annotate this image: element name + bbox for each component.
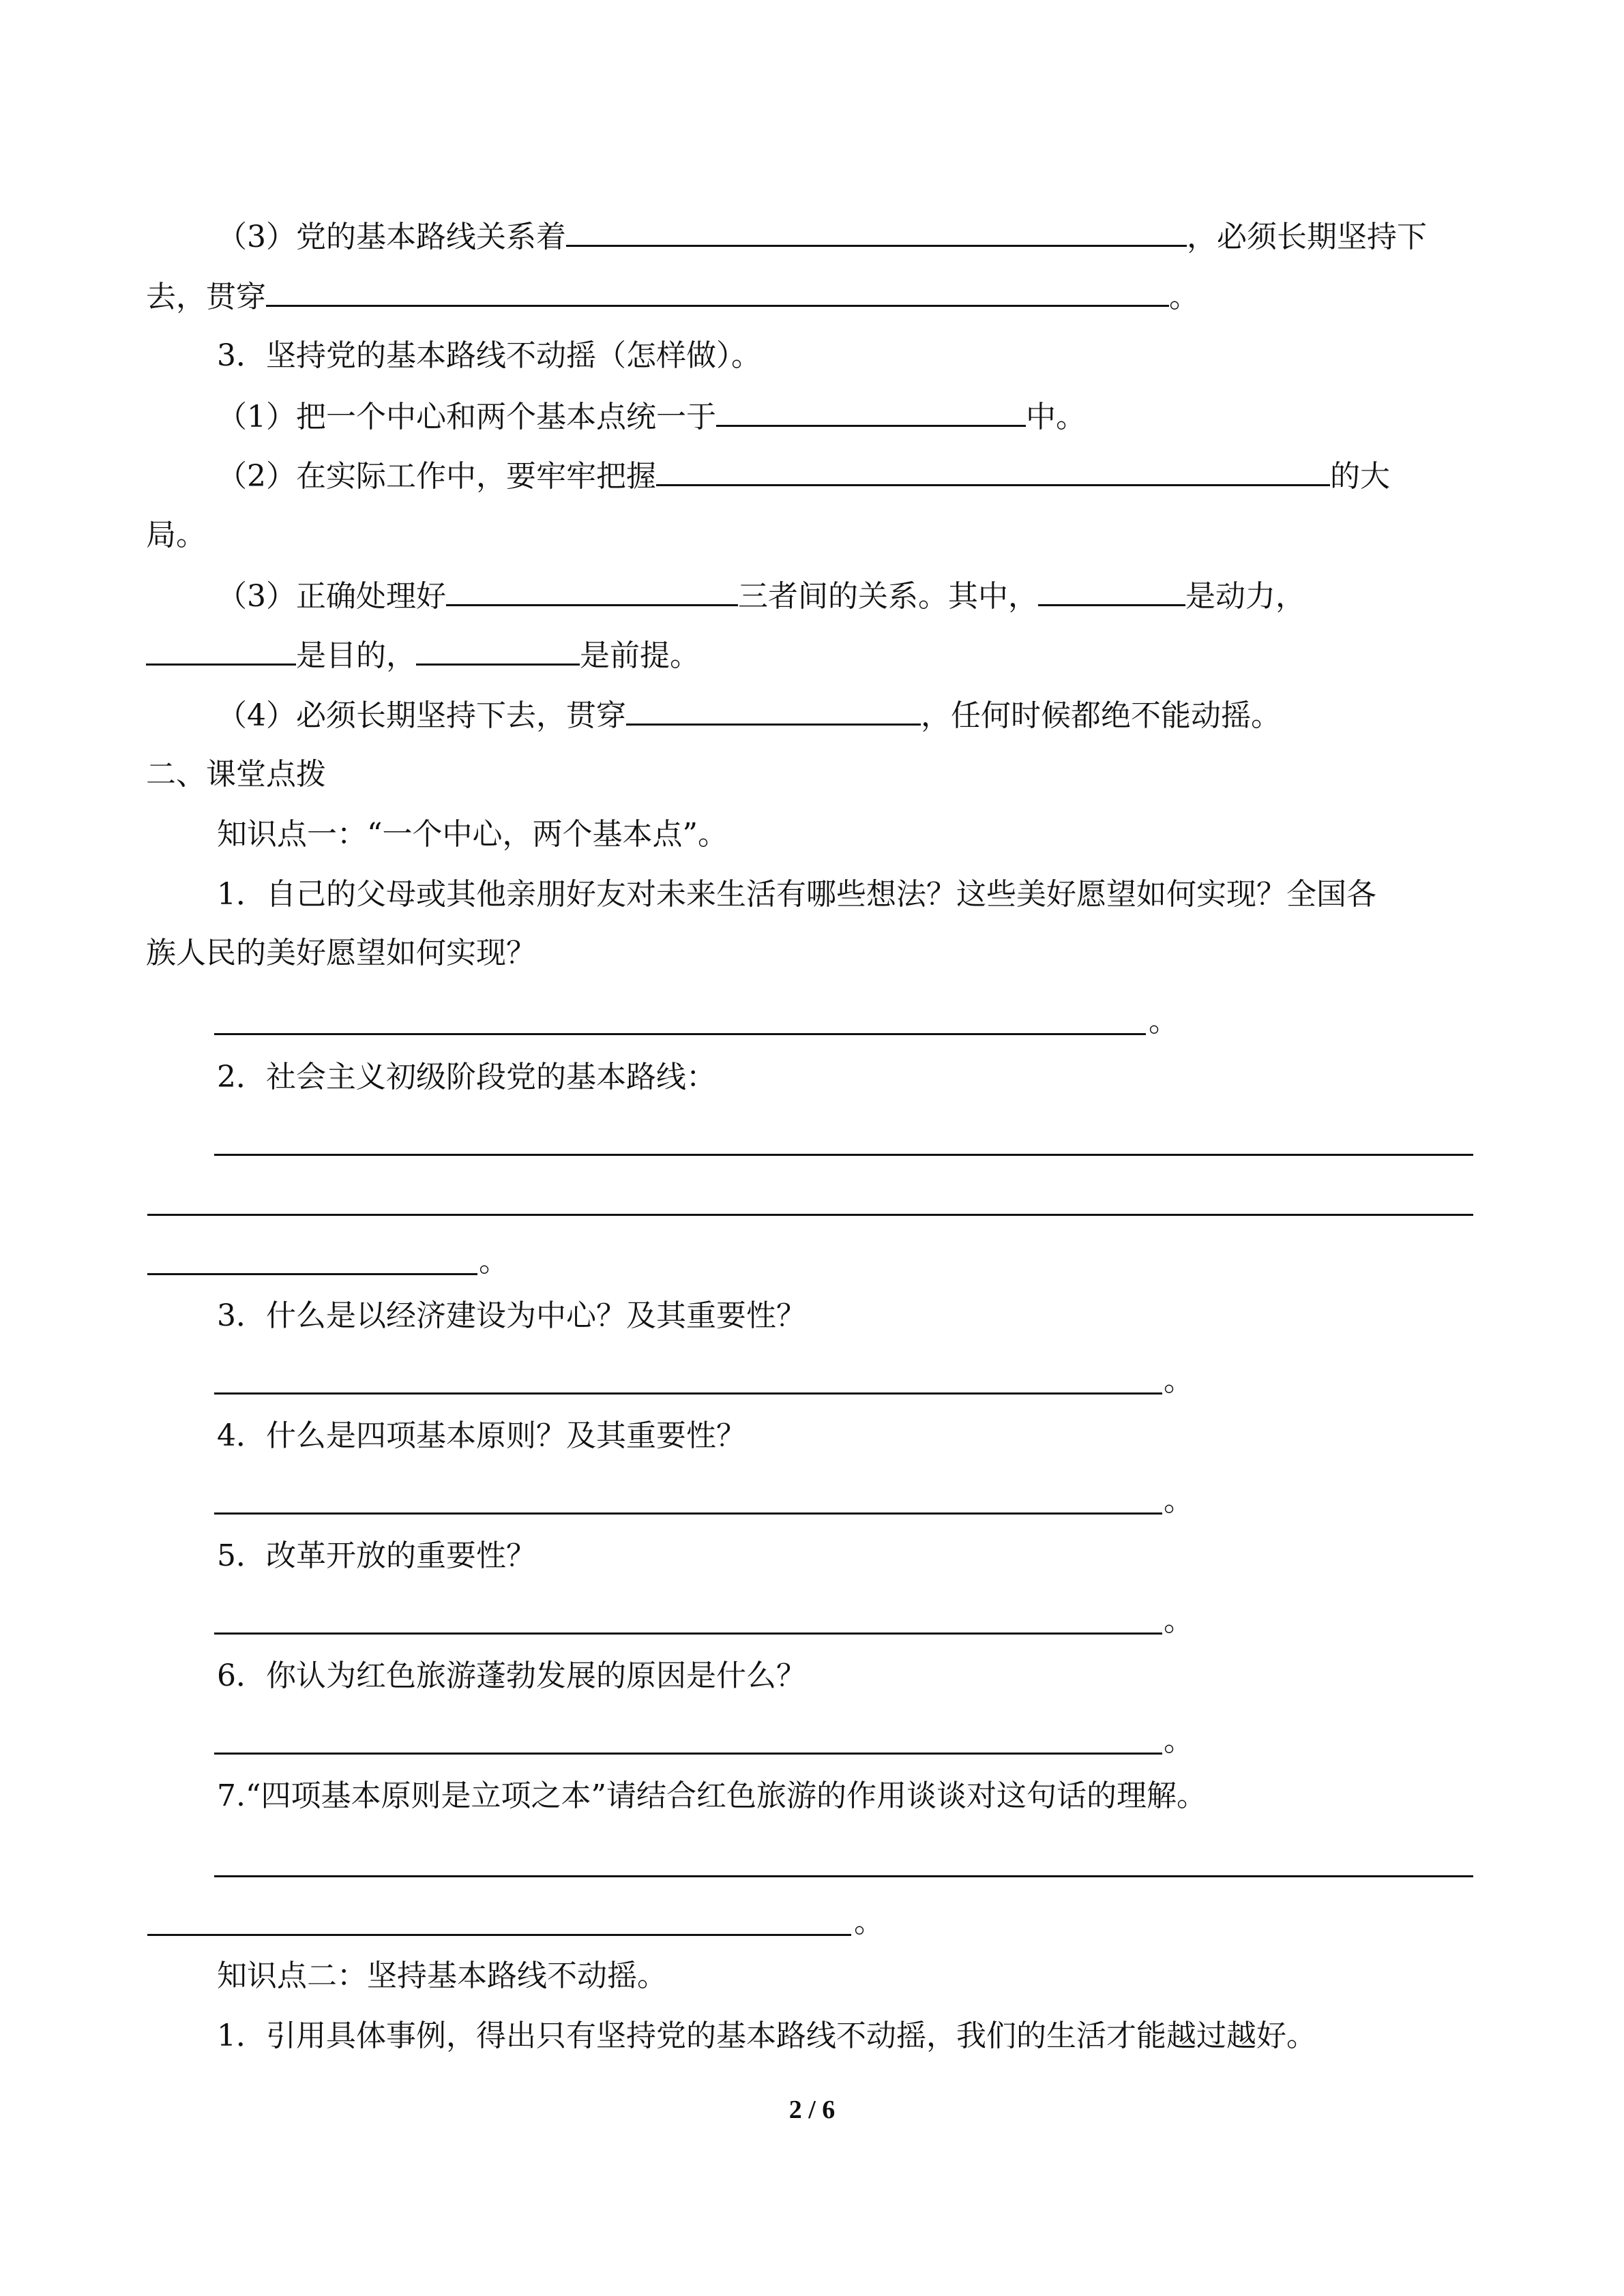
knowledge-point-2-title: 知识点二：坚持基本路线不动摇。 (217, 1958, 667, 1993)
answer-blank[interactable] (446, 568, 738, 606)
answer-line[interactable] (147, 1934, 851, 1936)
fill-line-3-3-cont (146, 627, 700, 682)
answer-blank[interactable] (416, 627, 580, 666)
answer-blank[interactable] (146, 627, 296, 666)
question-5: 5．改革开放的重要性？ (217, 1538, 536, 1573)
period: 。 (854, 1905, 884, 1939)
item-3-4-tail: ，任何时候都绝不能动摇。 (921, 698, 1281, 733)
page-number: 2 / 6 (788, 2096, 836, 2124)
answer-line[interactable] (147, 1214, 1473, 1216)
section-heading: 二、课堂点拨 (146, 757, 326, 792)
item-3-4-text: （4）必须长期坚持下去，贯穿 (217, 698, 626, 733)
question-3: 3．什么是以经济建设为中心？及其重要性？ (217, 1298, 806, 1333)
fill-line-q3-cont (146, 269, 1199, 323)
item-3-3-line2-a: 是目的， (296, 638, 416, 673)
item-3-3-line2-b: 是前提。 (580, 638, 700, 673)
item-3-3-mid2: 是动力， (1185, 579, 1305, 614)
fill-line-3-1 (217, 389, 1086, 443)
knowledge-point-1-title: 知识点一：“一个中心，两个基本点”。 (217, 817, 728, 852)
period: 。 (1169, 280, 1199, 314)
answer-blank[interactable] (716, 389, 1026, 427)
answer-line[interactable] (214, 1392, 1162, 1395)
kp2-question-1: 1．引用具体事例，得出只有坚持党的基本路线不动摇，我们的生活才能越过越好。 (217, 2018, 1316, 2053)
item-3-1-tail: 中。 (1026, 400, 1086, 434)
question-4: 4．什么是四项基本原则？及其重要性？ (217, 1418, 746, 1453)
item-3-2-text: （2）在实际工作中，要牢牢把握 (217, 459, 656, 494)
fill-line-3-3 (217, 568, 1305, 623)
answer-line[interactable] (214, 1512, 1162, 1515)
item-3-2-line2: 局。 (146, 518, 206, 552)
answer-blank[interactable] (626, 687, 921, 726)
fill-line-q3 (217, 209, 1427, 263)
period: 。 (1164, 1363, 1194, 1398)
answer-blank[interactable] (566, 209, 1187, 247)
item-3-2-tail: 的大 (1330, 459, 1390, 494)
item-3-3-text: （3）正确处理好 (217, 579, 446, 614)
q3-line2-text: 去，贯穿 (146, 280, 266, 314)
question-1-line1: 1．自己的父母或其他亲朋好友对未来生活有哪些想法？这些美好愿望如何实现？全国各 (217, 877, 1376, 912)
period: 。 (479, 1244, 509, 1279)
answer-line[interactable] (214, 1033, 1146, 1035)
period: 。 (1164, 1603, 1194, 1638)
q3-text-tail: ，必须长期坚持下 (1187, 220, 1427, 254)
answer-blank[interactable] (656, 448, 1330, 486)
q3-text: （3）党的基本路线关系着 (217, 220, 566, 254)
item-3-1-text: （1）把一个中心和两个基本点统一于 (217, 400, 716, 434)
fill-line-3-4 (217, 687, 1281, 742)
fill-line-3-2 (217, 448, 1390, 503)
item-3-title: 3．坚持党的基本路线不动摇（怎样做）。 (217, 338, 761, 373)
answer-line[interactable] (147, 1273, 477, 1275)
answer-line[interactable] (214, 1753, 1162, 1755)
item-3-3-mid: 三者间的关系。其中， (738, 579, 1038, 614)
answer-blank[interactable] (1038, 568, 1185, 606)
period: 。 (1149, 1004, 1179, 1039)
answer-line[interactable] (214, 1875, 1473, 1877)
period: 。 (1164, 1723, 1194, 1758)
period: 。 (1164, 1483, 1194, 1518)
question-2: 2．社会主义初级阶段党的基本路线： (217, 1060, 716, 1094)
answer-line[interactable] (214, 1154, 1473, 1156)
question-1-line2: 族人民的美好愿望如何实现？ (146, 936, 536, 970)
answer-line[interactable] (214, 1632, 1162, 1635)
answer-blank[interactable] (266, 269, 1169, 307)
question-7: 7.“四项基本原则是立项之本”请结合红色旅游的作用谈谈对这句话的理解。 (217, 1778, 1207, 1813)
question-6: 6．你认为红色旅游蓬勃发展的原因是什么？ (217, 1658, 806, 1693)
